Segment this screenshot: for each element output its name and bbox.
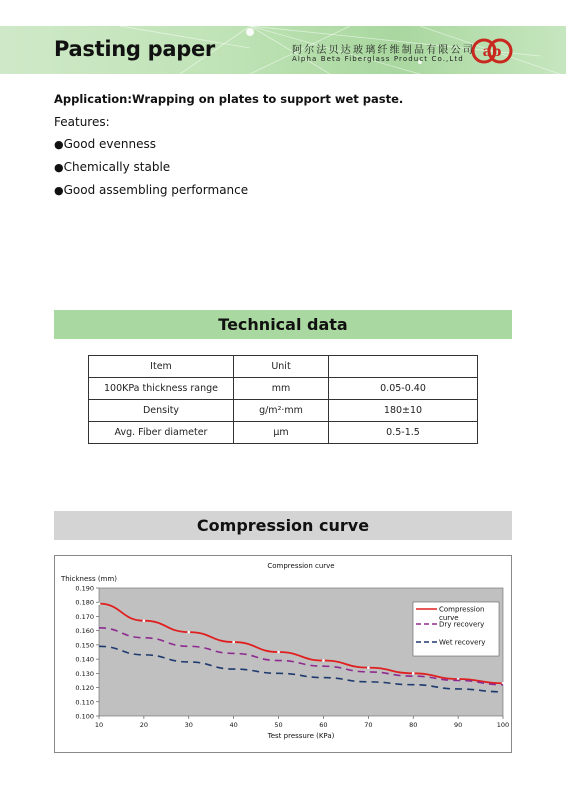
y-tick-label: 0.190 — [75, 584, 94, 593]
table-cell: 180±10 — [329, 400, 478, 422]
data-point — [187, 631, 190, 634]
logo-text: ab — [482, 44, 502, 60]
data-point — [143, 619, 146, 622]
technical-data-heading: Technical data — [54, 310, 512, 339]
table-row — [89, 422, 478, 444]
x-tick-label: 100 — [496, 721, 510, 729]
compression-chart — [54, 555, 512, 753]
y-tick-label: 0.130 — [75, 669, 94, 678]
x-tick-label: 60 — [319, 721, 328, 729]
table-header-cell: Item — [89, 356, 234, 378]
x-tick-label: 20 — [139, 721, 149, 729]
feature-item — [54, 160, 170, 174]
company-name-cn: 阿尔法贝达玻璃纤维制品有限公司 — [292, 45, 475, 56]
y-tick-label: 0.160 — [75, 627, 94, 636]
table-cell: mm — [234, 378, 329, 400]
data-point — [232, 641, 235, 644]
header-banner — [0, 26, 566, 74]
table-cell: Avg. Fiber diameter — [89, 422, 234, 444]
x-tick-label: 90 — [453, 721, 463, 729]
y-axis-label: Thickness (mm) — [61, 575, 117, 583]
feature-text: Chemically stable — [63, 160, 171, 174]
legend-label: curve — [439, 614, 459, 622]
feature-item — [54, 137, 156, 151]
table-cell: μm — [234, 422, 329, 444]
y-tick-label: 0.110 — [75, 698, 94, 707]
application-text: Application:Wrapping on plates to support wet paste. — [54, 92, 404, 106]
legend-label: Dry recovery — [439, 620, 485, 629]
y-tick-label: 0.170 — [75, 612, 94, 621]
table-header-row — [89, 356, 478, 378]
bullet-icon: ● — [54, 161, 64, 174]
features-label: Features: — [54, 115, 110, 129]
compression-curve-heading: Compression curve — [54, 511, 512, 540]
data-point — [322, 659, 325, 662]
table-cell: 100KPa thickness range — [89, 378, 234, 400]
y-tick-label: 0.140 — [75, 655, 94, 664]
table-cell: Density — [89, 400, 234, 422]
y-tick-label: 0.120 — [75, 684, 94, 693]
table-header-cell — [329, 356, 478, 378]
bullet-icon: ● — [54, 138, 64, 151]
legend-label: Compression — [439, 605, 485, 614]
y-tick-label: 0.100 — [75, 712, 94, 721]
table-cell: 0.05-0.40 — [329, 378, 478, 400]
feature-item — [54, 183, 248, 197]
x-tick-label: 70 — [364, 721, 373, 729]
data-point — [367, 666, 370, 669]
feature-text: Good evenness — [63, 137, 156, 151]
page-title: Pasting paper — [54, 37, 215, 61]
x-tick-label: 10 — [94, 721, 104, 729]
company-name-en: Alpha Beta Fiberglass Product Co.,Ltd — [292, 55, 464, 63]
y-tick-label: 0.150 — [75, 641, 94, 650]
table-row — [89, 378, 478, 400]
x-tick-label: 40 — [229, 721, 238, 729]
data-point — [277, 651, 280, 654]
table-header-cell: Unit — [234, 356, 329, 378]
y-tick-label: 0.180 — [75, 598, 94, 607]
table-cell: 0.5-1.5 — [329, 422, 478, 444]
feature-text: Good assembling performance — [63, 183, 249, 197]
table-row — [89, 400, 478, 422]
technical-data-table — [88, 355, 478, 444]
x-tick-label: 50 — [274, 721, 283, 729]
data-point — [412, 672, 415, 675]
chart-title: Compression curve — [267, 562, 335, 570]
x-axis-label: Test pressure (KPa) — [267, 732, 335, 740]
company-logo-icon — [470, 38, 514, 64]
table-cell: g/m²·mm — [234, 400, 329, 422]
bullet-icon: ● — [54, 184, 64, 197]
chart-svg — [55, 556, 511, 752]
data-point — [98, 602, 101, 605]
x-tick-label: 30 — [184, 721, 193, 729]
x-tick-label: 80 — [409, 721, 418, 729]
legend-label: Wet recovery — [439, 638, 486, 647]
